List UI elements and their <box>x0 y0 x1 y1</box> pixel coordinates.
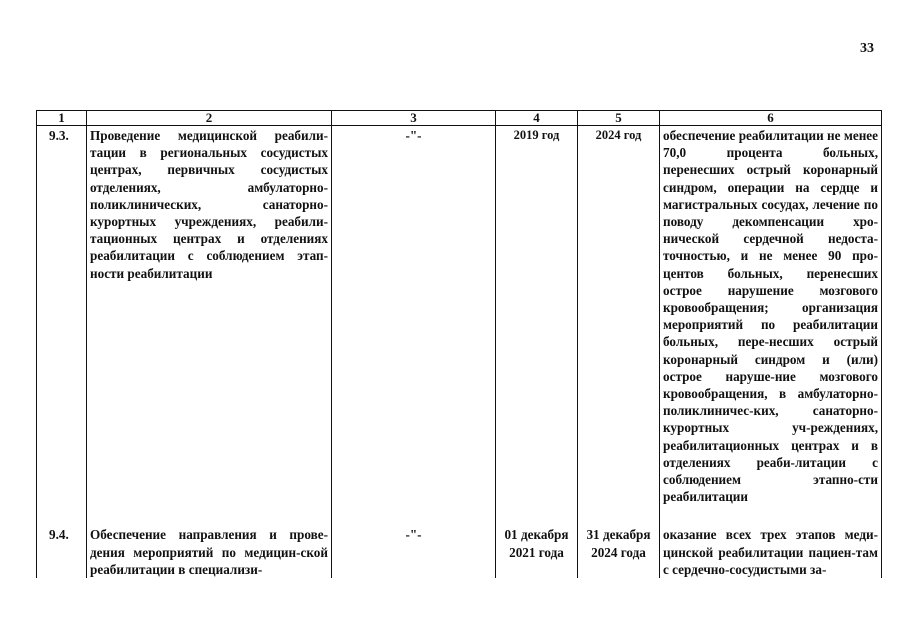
item-number: 9.3. <box>37 126 87 524</box>
column-number: 3 <box>332 111 496 126</box>
column-number: 1 <box>37 111 87 126</box>
measures-table <box>36 110 882 578</box>
start-date: 2019 год <box>496 126 578 524</box>
expected-result: обеспечение реабилитации не менее 70,0 процента больных, перенесших острый коронарный синдром, операции на сердце и магистральных сосудах, лечение по поводу декомпенсации хро-нической сердечной недоста-точностью, и не менее 90 про-центов больных, перенесших острое нарушение мозгового кровообращения; организация мероприятий по реабилитации больных, пере-несших острый коронарный синдром и (или) острое наруше-ние мозгового кровообращения, в амбулаторно-поликлиничес-ких, санаторно-курортных уч-реждениях, реабилитационных центрах и в отделениях реаби-литации с соблюдением этапно-сти реабилитации <box>660 126 882 524</box>
column-number-row <box>37 111 882 126</box>
table-row <box>37 523 882 578</box>
start-date: 01 декабря 2021 года <box>496 523 578 578</box>
column-number: 4 <box>496 111 578 126</box>
column-number: 5 <box>578 111 660 126</box>
activity-text: Проведение медицинской реабили-тации в региональных сосудистых центрах, первичных сосудистых отделениях, амбулаторно-поликлинических, санаторно-курортных учреждениях, реабили-тационных центрах и отделениях реабилитации с соблюдением этап-ности реабилитации <box>87 126 332 524</box>
item-number: 9.4. <box>37 523 87 578</box>
executor-ditto: -"- <box>332 126 496 524</box>
executor-ditto: -"- <box>332 523 496 578</box>
end-date: 2024 год <box>578 126 660 524</box>
end-date: 31 декабря 2024 года <box>578 523 660 578</box>
column-number: 6 <box>660 111 882 126</box>
column-number: 2 <box>87 111 332 126</box>
expected-result: оказание всех трех этапов меди-цинской реабилитации пациен-там с сердечно-сосудистыми за- <box>660 523 882 578</box>
activity-text: Обеспечение направления и прове-дения мероприятий по медицин-ской реабилитации в специализи- <box>87 523 332 578</box>
page-number: 33 <box>860 41 874 56</box>
table-row <box>37 126 882 524</box>
